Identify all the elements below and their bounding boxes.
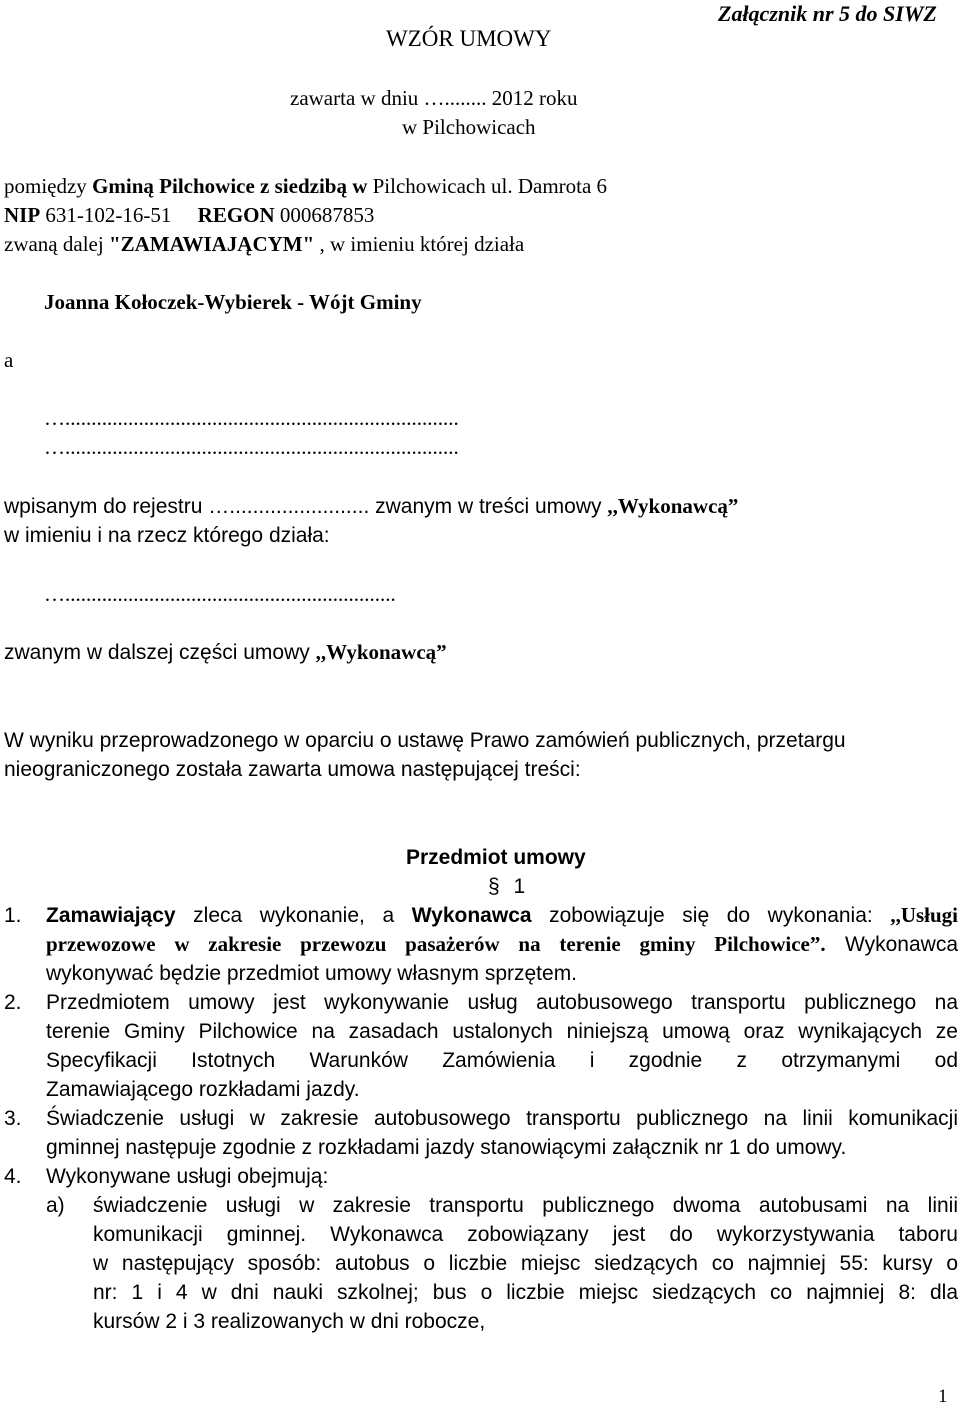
contractor-term: ,,Wykonawcą” [315,640,447,664]
item-number: 3. [4,1107,22,1130]
contract-place-line: w Pilchowicach [402,115,536,139]
attachment-label: Załącznik nr 5 do SIWZ [718,1,937,26]
contractor-term: ,,Wykonawcą” [607,494,739,518]
paragraph-sign: § [488,875,500,898]
item-1-text: Wykonawca [825,933,958,956]
dotted-placeholder: …............................................................... [44,582,396,606]
register-text: wpisanym do rejestru …........................ zwanym w treści umowy [4,495,608,518]
called-prefix: zwaną dalej [4,232,109,256]
item-1-text: zobowiązuje się do wykonania: [531,904,891,927]
dotted-placeholder: …........................................................................... [44,435,459,459]
item-3-line: gminnej następuje zgodnie z rozkładami jazdy stanowiącymi załącznik nr 1 do umowy. [46,1136,847,1159]
further-line [4,638,447,667]
subitem-a-line: w następujący sposób: autobus o liczbie miejsc siedzących co najmniej 55: kursy o [93,1252,958,1275]
item-3-line: Świadczenie usługi w zakresie autobusowego transportu publicznego na linii komunikacji [46,1107,958,1130]
page-number: 1 [938,1386,948,1407]
nip-value: 631-102-16-51 [40,203,198,227]
nip-regon-line [4,201,374,230]
contract-date-line: zawarta w dniu …........ 2012 roku [290,86,578,110]
subitem-a-line: komunikacji gminnej. Wykonawca zobowiązany jest do wykorzystywania taboru [93,1223,958,1246]
parties-line [4,172,607,201]
municipality-name: Gminą Pilchowice z siedzibą w [92,174,368,198]
subitem-a-line: nr: 1 i 4 w dni nauki szkolnej; bus o liczbie miejsc siedzących co najmniej 8: dla [93,1281,958,1304]
item-4-line: Wykonywane usługi obejmują: [46,1165,329,1188]
item-1-bold: przewozowe w zakresie przewozu pasażerów na terenie gminy Pilchowice”. [46,932,826,956]
regon-value: 000687853 [274,203,375,227]
item-2-line: Zamawiającego rozkładami jazdy. [46,1078,360,1101]
further-text: zwanym w dalszej części umowy [4,641,316,664]
nip-label: NIP [4,203,41,227]
item-number: 4. [4,1165,22,1188]
called-suffix: , w imieniu której działa [314,232,525,256]
item-number: 2. [4,991,22,1014]
municipality-address: Pilchowicach ul. Damrota 6 [367,174,608,198]
section-title: Przedmiot umowy [406,846,586,869]
item-1-line: wykonywać będzie przedmiot umowy własnym sprzętem. [46,962,578,985]
item-1-text: zleca wykonanie, a [175,904,412,927]
subitem-a-line: kursów 2 i 3 realizowanych w dni robocze, [93,1310,486,1333]
called-line [4,230,524,259]
item-number: 1. [4,904,22,927]
dotted-placeholder: …........................................................................... [44,406,459,430]
item-1-line [46,901,958,930]
item-1-bold: Zamawiający [46,904,176,927]
result-line: nieograniczonego została zawarta umowa następującej treści: [4,758,581,781]
item-1-bold: Wykonawca [411,904,532,927]
item-2-line: terenie Gminy Pilchowice na zasadach ustalonych niniejszą umową oraz wynikających ze [46,1020,958,1043]
parties-prefix: pomiędzy [4,174,93,198]
document-title: WZÓR UMOWY [386,26,552,51]
and-word: a [4,348,14,372]
subitem-letter: a) [46,1194,65,1217]
item-1-line [46,930,958,959]
contracting-party-name: "ZAMAWIAJĄCYM" [108,232,315,256]
behalf-line: w imieniu i na rzecz którego działa: [4,524,330,547]
paragraph-number: 1 [513,875,526,898]
item-2-line: Przedmiotem umowy jest wykonywanie usług autobusowego transportu publicznego na [46,991,958,1014]
result-line: W wyniku przeprowadzonego w oparciu o ustawę Prawo zamówień publicznych, przetargu [4,729,846,752]
subitem-a-line: świadczenie usługi w zakresie transportu publicznego dwoma autobusami na linii [93,1194,958,1217]
item-2-line: Specyfikacji Istotnych Warunków Zamówienia i zgodnie z otrzymanymi od [46,1049,958,1072]
regon-label: REGON [197,203,275,227]
representative-line: Joanna Kołoczek-Wybierek - Wójt Gminy [44,290,422,314]
paragraph-mark [488,872,525,901]
item-1-bold: ,,Usługi [890,903,959,927]
register-line [4,492,738,521]
